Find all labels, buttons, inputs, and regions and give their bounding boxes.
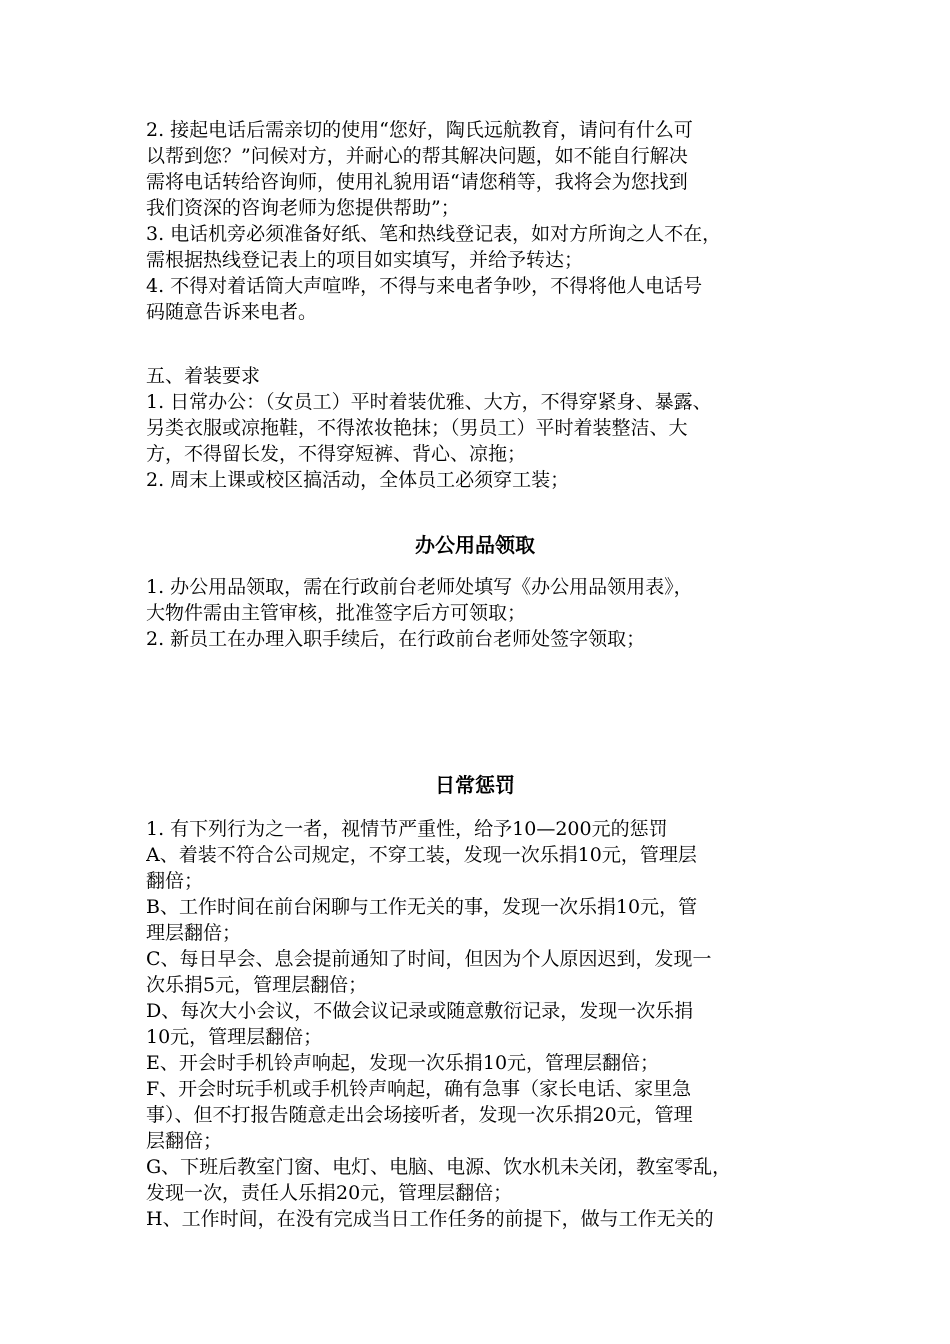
text-line: 我们资深的咨询老师为您提供帮助”；	[146, 197, 460, 219]
text-line: 3. 电话机旁必须准备好纸、笔和热线登记表，如对方所询之人不在，	[146, 223, 722, 245]
penalty-title: 日常惩罚	[435, 773, 515, 797]
dress-code-block	[146, 363, 818, 493]
text-line: 发现一次，责任人乐捐20元，管理层翻倍；	[146, 1182, 513, 1204]
supplies-block	[146, 574, 818, 652]
text-line: 事）、但不打报告随意走出会场接听者，发现一次乐捐20元，管理	[146, 1104, 693, 1126]
text-line: 层翻倍；	[146, 1130, 223, 1152]
text-line: A、着装不符合公司规定，不穿工装，发现一次乐捐10元，管理层	[146, 844, 697, 866]
text-line: 10元，管理层翻倍；	[146, 1026, 323, 1048]
supplies-title: 办公用品领取	[415, 533, 535, 557]
text-line: D、每次大小会议，不做会议记录或随意敷衍记录，发现一次乐捐	[146, 1000, 694, 1022]
text-line: 2. 接起电话后需亲切的使用“您好，陶氏远航教育，请问有什么可	[146, 119, 693, 141]
text-line: B、工作时间在前台闲聊与工作无关的事，发现一次乐捐10元，管	[146, 896, 698, 918]
text-line: F、开会时玩手机或手机铃声响起，确有急事（家长电话、家里急	[146, 1078, 692, 1100]
section-heading: 五、着装要求	[146, 365, 261, 387]
penalty-block	[146, 816, 818, 1232]
text-line: 1. 日常办公：（女员工）平时着装优雅、大方，不得穿紧身、暴露、	[146, 391, 712, 413]
text-line: 4. 不得对着话筒大声喧哗，不得与来电者争吵，不得将他人电话号	[146, 275, 703, 297]
text-line: 1. 办公用品领取，需在行政前台老师处填写《办公用品领用表》，	[146, 576, 693, 598]
text-line: 理层翻倍；	[146, 922, 242, 944]
text-line: 需根据热线登记表上的项目如实填写，并给予转达；	[146, 249, 584, 271]
text-line: 另类衣服或凉拖鞋，不得浓妆艳抹；（男员工）平时着装整洁、大	[146, 417, 688, 439]
phone-rules-block	[146, 117, 818, 325]
text-line: 2. 周末上课或校区搞活动，全体员工必须穿工装；	[146, 469, 570, 491]
text-line: 次乐捐5元，管理层翻倍；	[146, 974, 368, 996]
text-line: 2. 新员工在办理入职手续后，在行政前台老师处签字领取；	[146, 628, 646, 650]
text-line: G、下班后教室门窗、电灯、电脑、电源、饮水机未关闭，教室零乱，	[146, 1156, 732, 1178]
text-line: 1. 有下列行为之一者，视情节严重性，给予10—200元的惩罚	[146, 818, 668, 840]
text-line: 方，不得留长发，不得穿短裤、背心、凉拖；	[146, 443, 527, 465]
text-line: 码随意告诉来电者。	[146, 301, 318, 323]
text-line: C、每日早会、息会提前通知了时间，但因为个人原因迟到，发现一	[146, 948, 712, 970]
text-line: H、工作时间，在没有完成当日工作任务的前提下，做与工作无关的	[146, 1208, 714, 1230]
text-line: 以帮到您？”问候对方，并耐心的帮其解决问题，如不能自行解决	[146, 145, 688, 167]
text-line: 翻倍；	[146, 870, 204, 892]
text-line: 需将电话转给咨询师，使用礼貌用语“请您稍等，我将会为您找到	[146, 171, 688, 193]
text-line: E、开会时手机铃声响起，发现一次乐捐10元，管理层翻倍；	[146, 1052, 660, 1074]
text-line: 大物件需由主管审核，批准签字后方可领取；	[146, 602, 527, 624]
